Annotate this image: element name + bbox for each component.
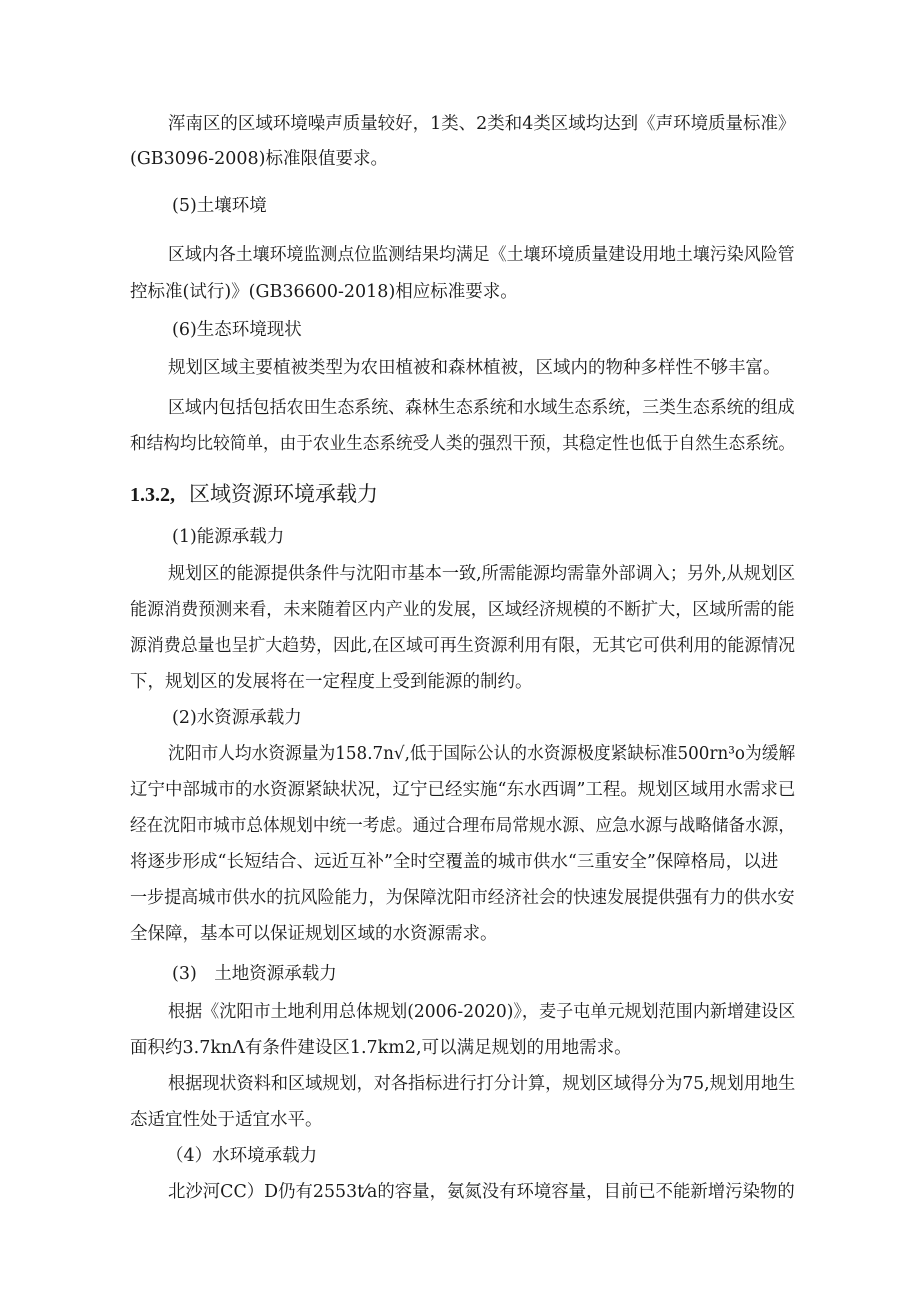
paragraph-line: 和结构均比较简单，由于农业生态系统受人类的强烈干预，其稳定性也低于自然生态系统。	[130, 434, 795, 454]
paragraph-line: 区域内包括包括农田生态系统、森林生态系统和水域生态系统，三类生态系统的组成	[168, 398, 795, 418]
subheading-water: (2)水资源承载力	[172, 708, 302, 728]
paragraph-line: 将逐步形成“长短结合、远近互补”全时空覆盖的城市供水“三重安全”保障格局，以进	[130, 852, 779, 872]
paragraph-line: 面积约3.7knΛ有条件建设区1.7km2,可以满足规划的用地需求。	[130, 1038, 632, 1058]
subheading-energy: (1)能源承载力	[172, 527, 285, 547]
paragraph-line: 经在沈阳市城市总体规划中统一考虑。通过合理布局常规水源、应急水源与战略储备水源，	[130, 816, 795, 836]
subheading-soil: (5)土壤环境	[172, 196, 267, 216]
paragraph-line: 浑南区的区域环境噪声质量较好，1类、2类和4类区域均达到《声环境质量标准》	[168, 114, 796, 134]
paragraph-line: 控标准(试行)》(GB36600-2018)相应标准要求。	[130, 282, 518, 302]
section-title: 区域资源环境承载力	[189, 482, 378, 506]
subheading-water-environment: （4）水环境承载力	[166, 1146, 318, 1166]
subheading-ecology: (6)生态环境现状	[172, 320, 302, 340]
paragraph-line: 全保障，基本可以保证规划区域的水资源需求。	[130, 924, 498, 944]
paragraph-line: 沈阳市人均水资源量为158.7n√,低于国际公认的水资源极度紧缺标准500rn³o为缓解	[168, 744, 796, 764]
section-heading	[130, 480, 378, 509]
paragraph-line: 下，规划区的发展将在一定程度上受到能源的制约。	[130, 672, 533, 692]
paragraph-line: (GB3096-2008)标准限值要求。	[130, 149, 388, 169]
paragraph-line: 规划区域主要植被类型为农田植被和森林植被，区域内的物种多样性不够丰富。	[168, 358, 781, 378]
paragraph-line: 区域内各土壤环境监测点位监测结果均满足《土壤环境质量建设用地土壤污染风险管	[168, 245, 795, 265]
paragraph-line: 规划区的能源提供条件与沈阳市基本一致,所需能源均需靠外部调入；另外,从规划区	[168, 564, 796, 584]
paragraph-line: 根据《沈阳市土地利用总体规划(2006-2020)》，麦子屯单元规划范围内新增建设区	[168, 1002, 796, 1022]
paragraph-line: 一步提高城市供水的抗风险能力，为保障沈阳市经济社会的快速发展提供强有力的供水安	[130, 888, 795, 908]
paragraph-line: 辽宁中部城市的水资源紧缺状况，辽宁已经实施“东水西调”工程。规划区域用水需求已	[130, 780, 796, 800]
paragraph-line: 能源消费预测来看，未来随着区内产业的发展，区域经济规模的不断扩大，区域所需的能	[130, 600, 795, 620]
section-number: 1.3.2,	[130, 484, 175, 506]
paragraph-line: 源消费总量也呈扩大趋势，因此,在区域可再生资源利用有限，无其它可供利用的能源情况	[130, 636, 796, 656]
paragraph-line: 根据现状资料和区域规划，对各指标进行打分计算，规划区域得分为75,规划用地生	[168, 1074, 796, 1094]
paragraph-line: 北沙河CC）D仍有2553t⁄a的容量，氨氮没有环境容量，目前已不能新增污染物的	[168, 1182, 795, 1202]
subheading-land: (3) 土地资源承载力	[172, 964, 337, 984]
paragraph-line: 态适宜性处于适宜水平。	[130, 1110, 323, 1130]
